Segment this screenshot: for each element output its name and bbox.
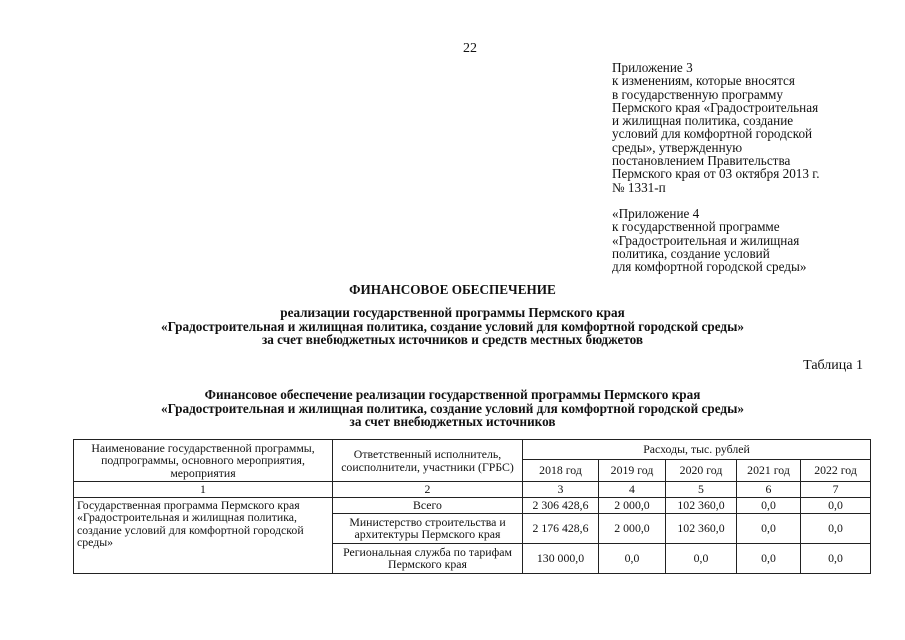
value-cell: 0,0	[666, 543, 737, 573]
value-cell: 2 176 428,6	[523, 513, 599, 543]
appendix-block	[612, 61, 820, 273]
appendix-line: политика, создание условий	[612, 245, 770, 261]
appendix-line: «Градостроительная и жилищная	[612, 232, 800, 248]
value-cell: 2 306 428,6	[523, 497, 599, 513]
column-number: 1	[74, 482, 333, 498]
header-name: Наименование государственной программы, подпрограммы, основного мероприятия, мероприятия	[74, 440, 333, 482]
header-year: 2021 год	[737, 460, 801, 482]
program-name-cell: Государственная программа Пермского края «Градостроительная и жилищная политика, создание условий для комфортной городской среды»	[74, 497, 333, 573]
column-number: 3	[523, 482, 599, 498]
column-number-row	[74, 482, 871, 498]
main-subtitle	[0, 306, 905, 347]
value-cell: 0,0	[737, 497, 801, 513]
column-number: 6	[737, 482, 801, 498]
value-cell: 2 000,0	[599, 513, 666, 543]
header-year: 2018 год	[523, 460, 599, 482]
column-number: 4	[599, 482, 666, 498]
column-number: 5	[666, 482, 737, 498]
value-cell: 102 360,0	[666, 497, 737, 513]
header-year: 2020 год	[666, 460, 737, 482]
column-number: 7	[801, 482, 871, 498]
main-title-text: ФИНАНСОВОЕ ОБЕСПЕЧЕНИЕ	[349, 282, 556, 297]
executor-cell: Региональная служба по тарифам Пермского края	[333, 543, 523, 573]
appendix-line: среды», утвержденную	[612, 139, 743, 155]
appendix-line: Приложение 3	[612, 60, 693, 75]
table-row	[74, 497, 871, 513]
main-subtitle-line: «Градостроительная и жилищная политика, создание условий для комфортной городской среды»	[161, 318, 744, 334]
table-header-row	[74, 440, 871, 460]
table-title-line: Финансовое обеспечение реализации государственной программы Пермского края	[204, 387, 701, 402]
appendix-line: и жилищная политика, создание	[612, 113, 794, 129]
value-cell: 102 360,0	[666, 513, 737, 543]
value-cell: 0,0	[599, 543, 666, 573]
main-subtitle-line: реализации государственной программы Пермского края	[280, 305, 625, 320]
column-number: 2	[333, 482, 523, 498]
main-title	[0, 283, 905, 297]
appendix-line: постановлением Правительства	[612, 153, 791, 169]
value-cell: 0,0	[737, 543, 801, 573]
header-year: 2022 год	[801, 460, 871, 482]
page-number: 22	[463, 41, 477, 56]
appendix-line: Пермского края «Градостроительная	[612, 99, 819, 115]
header-expenses: Расходы, тыс. рублей	[523, 440, 871, 460]
main-subtitle-line: за счет внебюджетных источников и средств местных бюджетов	[261, 332, 644, 347]
table-title-line: «Градостроительная и жилищная политика, создание условий для комфортной городской среды»	[161, 400, 744, 416]
value-cell: 2 000,0	[599, 497, 666, 513]
value-cell: 130 000,0	[523, 543, 599, 573]
appendix-line: для комфортной городской среды»	[612, 259, 807, 275]
table-title	[0, 388, 905, 429]
value-cell: 0,0	[801, 497, 871, 513]
appendix-line: в государственную программу	[612, 86, 783, 102]
appendix-line: Пермского края от 03 октября 2013 г.	[612, 166, 820, 182]
header-year: 2019 год	[599, 460, 666, 482]
appendix-line: № 1331-п	[612, 179, 666, 195]
financing-table	[73, 439, 871, 574]
header-executor: Ответственный исполнитель, соисполнители, участники (ГРБС)	[333, 440, 523, 482]
value-cell: 0,0	[801, 513, 871, 543]
executor-cell: Всего	[333, 497, 523, 513]
table-label: Таблица 1	[803, 358, 863, 373]
appendix-line: к изменениям, которые вносятся	[612, 73, 795, 89]
appendix-line: к государственной программе	[612, 219, 780, 235]
value-cell: 0,0	[801, 543, 871, 573]
value-cell: 0,0	[737, 513, 801, 543]
appendix-line: условий для комфортной городской	[612, 126, 813, 142]
table-title-line: за счет внебюджетных источников	[349, 414, 556, 429]
appendix-line: «Приложение 4	[612, 205, 700, 221]
executor-cell: Министерство строительства и архитектуры Пермского края	[333, 513, 523, 543]
